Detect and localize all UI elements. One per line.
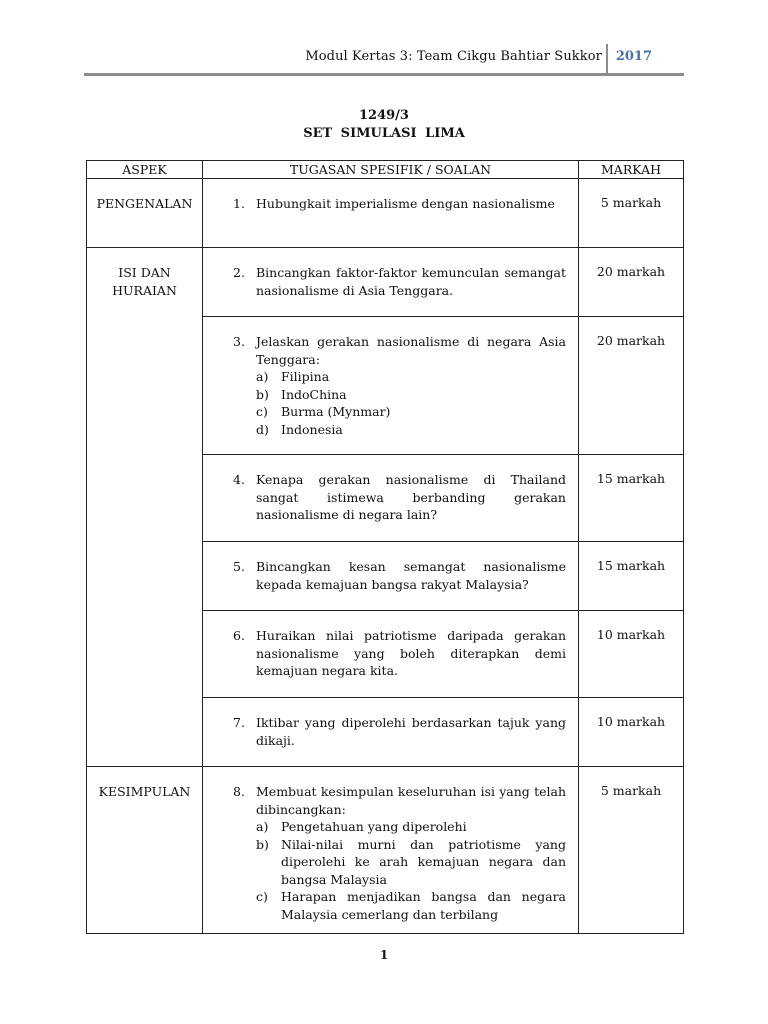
question-number: 4. (233, 472, 245, 487)
header-year: 2017 (615, 49, 652, 64)
marks-cell: 10 markah (579, 698, 684, 767)
question-text: Huraikan nilai patriotisme daripada gerakan nasionalisme yang boleh diterapkan demi kemajuan negara kita. (256, 628, 566, 678)
question-cell (203, 455, 579, 542)
item-letter: a) (256, 369, 269, 384)
item-letter: b) (256, 386, 269, 402)
question-text: Hubungkait imperialisme dengan nasionalisme (256, 196, 555, 211)
document-code: 1249/3 (359, 108, 409, 123)
question-number: 8. (233, 784, 245, 799)
header-divider (606, 44, 608, 73)
item-letter: a) (256, 819, 269, 834)
marks-cell: 20 markah (579, 317, 684, 455)
question-text: Iktibar yang diperolehi berdasarkan tajuk yang dikaji. (256, 715, 566, 748)
document-title: SET SIMULASI LIMA (303, 126, 465, 141)
header-tugasan: TUGASAN SPESIFIK / SOALAN (203, 161, 579, 179)
table-header-row (87, 161, 684, 179)
question-text: Kenapa gerakan nasionalisme di Thailand sangat istimewa berbanding gerakan nasionalisme di negara lain? (256, 472, 566, 522)
aspect-cell (87, 248, 203, 767)
header-aspek: ASPEK (87, 161, 203, 179)
marks-cell: 5 markah (579, 179, 684, 248)
table-row (87, 767, 684, 934)
item-letter: c) (256, 889, 268, 904)
question-number: 5. (233, 559, 245, 574)
aspect-isi-line2: HURAIAN (112, 283, 177, 298)
question-cell (203, 767, 579, 934)
question-table (86, 160, 684, 934)
question-number: 1. (233, 196, 245, 211)
item-text: Indonesia (281, 421, 343, 437)
table-row (87, 248, 684, 317)
item-text: IndoChina (281, 386, 347, 402)
item-letter: d) (256, 421, 269, 437)
page-number: 1 (379, 948, 389, 962)
list-item (256, 421, 566, 439)
marks-cell: 5 markah (579, 767, 684, 934)
item-text: Filipina (281, 369, 330, 384)
list-item (256, 386, 566, 404)
marks-cell: 20 markah (579, 248, 684, 317)
question-text: Bincangkan faktor-faktor kemunculan semangat nasionalisme di Asia Tenggara. (256, 265, 566, 298)
question-cell (203, 179, 579, 248)
aspect-pengenalan: PENGENALAN (96, 196, 193, 211)
header-title: Modul Kertas 3: Team Cikgu Bahtiar Sukkor (305, 49, 602, 64)
question-cell (203, 698, 579, 767)
item-text: Pengetahuan yang diperolehi (281, 819, 467, 834)
aspect-kesimpulan: KESIMPULAN (98, 784, 191, 799)
list-item (256, 368, 566, 386)
list-item (256, 888, 566, 923)
list-item (256, 403, 566, 421)
question-number: 2. (233, 265, 245, 280)
marks-cell: 15 markah (579, 542, 684, 611)
item-text: Nilai-nilai murni dan patriotisme yang diperolehi ke arah kemajuan negara dan bangsa Malaysia (281, 836, 566, 887)
question-number: 7. (233, 715, 245, 730)
marks-cell: 10 markah (579, 611, 684, 698)
table-row (87, 179, 684, 248)
question-cell (203, 317, 579, 455)
item-text: Burma (Mynmar) (281, 404, 391, 419)
marks-cell: 15 markah (579, 455, 684, 542)
question-text: Membuat kesimpulan keseluruhan isi yang telah dibincangkan: (256, 784, 566, 817)
item-letter: c) (256, 404, 268, 419)
question-number: 3. (233, 334, 245, 349)
item-letter: b) (256, 836, 269, 852)
question-number: 6. (233, 628, 245, 643)
question-cell (203, 542, 579, 611)
item-text: Harapan menjadikan bangsa dan negara Malaysia cemerlang dan terbilang (281, 889, 566, 922)
question-cell (203, 248, 579, 317)
aspect-isi-line1: ISI DAN (118, 265, 171, 280)
list-item (256, 818, 566, 836)
question-text: Jelaskan gerakan nasionalisme di negara Asia Tenggara: (256, 334, 566, 367)
question-cell (203, 611, 579, 698)
aspect-cell (87, 767, 203, 934)
question-text: Bincangkan kesan semangat nasionalisme kepada kemajuan bangsa rakyat Malaysia? (256, 559, 566, 592)
list-item (256, 836, 566, 889)
aspect-cell (87, 179, 203, 248)
page-header (84, 40, 684, 76)
header-markah: MARKAH (579, 161, 684, 179)
